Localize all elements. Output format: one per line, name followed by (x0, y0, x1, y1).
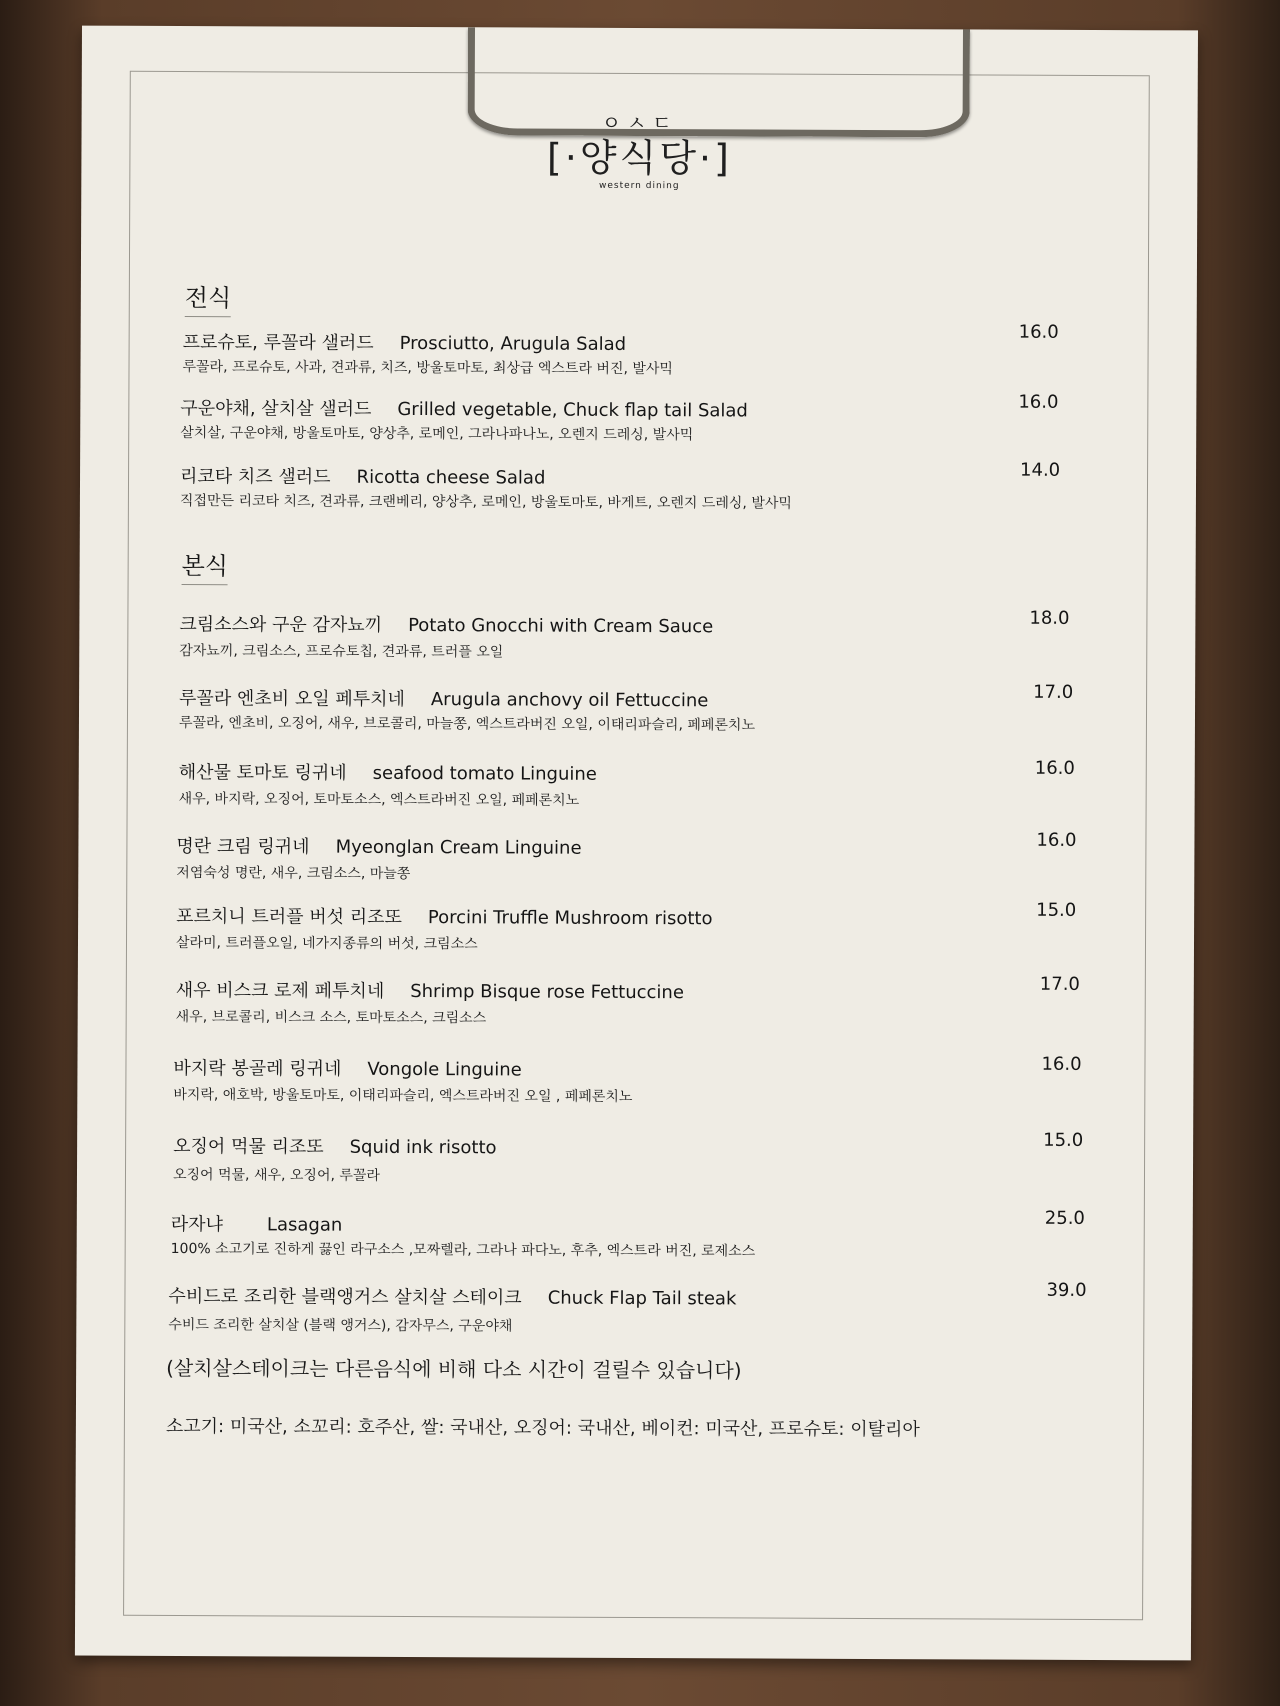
menu-item-name (183, 328, 627, 356)
menu-item-korean: 리코타 치즈 샐러드 (179, 465, 331, 488)
menu-item-price: 17.0 (1033, 681, 1074, 703)
menu-item-english: Shrimp Bisque rose Fettuccine (410, 981, 684, 1004)
menu-item-english: Prosciutto, Arugula Salad (399, 332, 627, 355)
menu-item-description: 감자뇨끼, 크림소스, 프로슈토칩, 견과류, 트러플 오일 (179, 642, 504, 661)
menu-item-name (168, 1282, 736, 1310)
menu-item-price: 15.0 (1036, 899, 1077, 921)
menu-item-price: 16.0 (1034, 757, 1075, 779)
menu-item-price: 15.0 (1043, 1129, 1084, 1151)
menu-item-korean: 라자냐 (170, 1213, 223, 1236)
menu-item-korean: 루꼴라 엔초비 오일 페투치네 (179, 687, 405, 710)
menu-item-price: 16.0 (1036, 829, 1077, 851)
menu-item-english: Squid ink risotto (349, 1136, 497, 1159)
menu-item-korean: 구운야채, 살치살 샐러드 (180, 397, 372, 420)
menu-item-description: 100% 소고기로 진하게 끓인 라구소스 ,모짜렐라, 그라나 파다노, 후추, 엑스트라 버진, 로제소스 (170, 1240, 756, 1260)
menu-item-korean: 프로슈토, 루꼴라 샐러드 (182, 332, 374, 354)
menu-item-name (180, 394, 748, 422)
menu-item-description: 수비드 조리한 살치살 (블랙 앵거스), 감자무스, 구운야채 (168, 1316, 513, 1335)
menu-item-korean: 해산물 토마토 링귀네 (178, 761, 347, 784)
menu-item-description: 저염숙성 명란, 새우, 크림소스, 마늘쫑 (176, 864, 411, 883)
menu-item-price: 25.0 (1044, 1207, 1085, 1229)
menu-item-price: 16.0 (1041, 1053, 1082, 1075)
menu-item-name (171, 1210, 343, 1237)
menu-item-description: 직접만든 리코타 치즈, 견과류, 크랜베리, 양상추, 로메인, 방울토마토, 바게트, 오렌지 드레싱, 발사믹 (179, 492, 792, 512)
menu-item-name (173, 1132, 497, 1159)
menu-item-korean: 수비드로 조리한 블랙앵거스 살치살 스테이크 (168, 1285, 522, 1309)
logo-initials: ㅇㅅㄷ (601, 110, 678, 136)
menu-item-korean: 바지락 봉골레 링귀네 (173, 1057, 342, 1080)
logo-name: [·양식당·] (546, 135, 732, 181)
menu-item-price: 39.0 (1046, 1279, 1087, 1301)
menu-item-name (176, 832, 581, 860)
menu-item-english: Ricotta cheese Salad (356, 466, 546, 489)
menu-item-name (176, 976, 684, 1004)
menu-item-price: 16.0 (1018, 391, 1059, 413)
menu-item-korean: 명란 크림 링귀네 (176, 835, 310, 858)
steak-wait-note: (살치살스테이크는 다른음식에 비해 다소 시간이 걸릴수 있습니다) (166, 1355, 742, 1383)
section-title-starters: 전식 (185, 278, 232, 317)
menu-item-description: 살치살, 구운야채, 방울토마토, 양상추, 로메인, 그라나파나노, 오렌지 드레싱, 발사믹 (180, 424, 694, 444)
section-title-mains: 본식 (182, 546, 229, 585)
menu-item-korean: 새우 비스크 로제 페투치네 (175, 979, 385, 1002)
menu-item-english: Arugula anchovy oil Fettuccine (430, 689, 709, 712)
menu-item-description: 오징어 먹물, 새우, 오징어, 루꼴라 (172, 1166, 380, 1184)
origin-info: 소고기: 미국산, 소꼬리: 호주산, 쌀: 국내산, 오징어: 국내산, 베이컨: 미국산, 프로슈토: 이탈리아 (165, 1415, 920, 1441)
menu-item-price: 18.0 (1029, 607, 1070, 629)
restaurant-logo (81, 110, 1197, 195)
menu-item-english: seafood tomato Linguine (372, 762, 597, 785)
menu-item-price: 14.0 (1020, 459, 1061, 481)
menu-item-name (180, 462, 545, 490)
menu-item-description: 루꼴라, 엔초비, 오징어, 새우, 브로콜리, 마늘쫑, 엑스트라버진 오일, 이태리파슬리, 페페론치노 (178, 714, 756, 734)
menu-item-english: Vongole Linguine (367, 1058, 522, 1081)
menu-item-english: Grilled vegetable, Chuck flap tail Salad (397, 398, 748, 422)
menu-item-korean: 오징어 먹물 리조또 (173, 1135, 324, 1158)
menu-item-english: Chuck Flap Tail steak (547, 1287, 737, 1310)
menu-item-korean: 포르치니 트러플 버섯 리조또 (176, 905, 402, 928)
menu-item-description: 새우, 브로콜리, 비스크 소스, 토마토소스, 크림소스 (175, 1008, 487, 1027)
menu-item-english: Myeonglan Cream Linguine (335, 836, 582, 859)
menu-item-price: 16.0 (1018, 321, 1059, 343)
menu-item-description: 루꼴라, 프로슈토, 사과, 견과류, 치즈, 방울토마토, 최상급 엑스트라 버진, 발사믹 (182, 359, 673, 378)
menu-item-english: Lasagan (266, 1214, 343, 1236)
logo-tagline: western dining (598, 180, 680, 192)
menu-item-name (179, 758, 597, 786)
menu-item-korean: 크림소스와 구운 감자뇨끼 (179, 613, 383, 636)
menu-item-english: Potato Gnocchi with Cream Sauce (408, 614, 714, 638)
menu-item-description: 바지락, 애호박, 방울토마토, 이태리파슬리, 엑스트라버진 오일 , 페페론치노 (173, 1086, 633, 1105)
menu-item-name (173, 1054, 521, 1082)
menu-item-price: 17.0 (1039, 973, 1080, 995)
menu-paper (75, 26, 1198, 1661)
menu-item-name (179, 684, 708, 712)
menu-item-description: 살라미, 트러플오일, 네가지종류의 버섯, 크림소스 (175, 934, 478, 953)
menu-item-description: 새우, 바지락, 오징어, 토마토소스, 엑스트라버진 오일, 페페론치노 (178, 790, 580, 809)
menu-item-english: Porcini Truffle Mushroom risotto (427, 907, 713, 930)
menu-item-name (179, 610, 713, 638)
menu-item-name (176, 902, 712, 930)
